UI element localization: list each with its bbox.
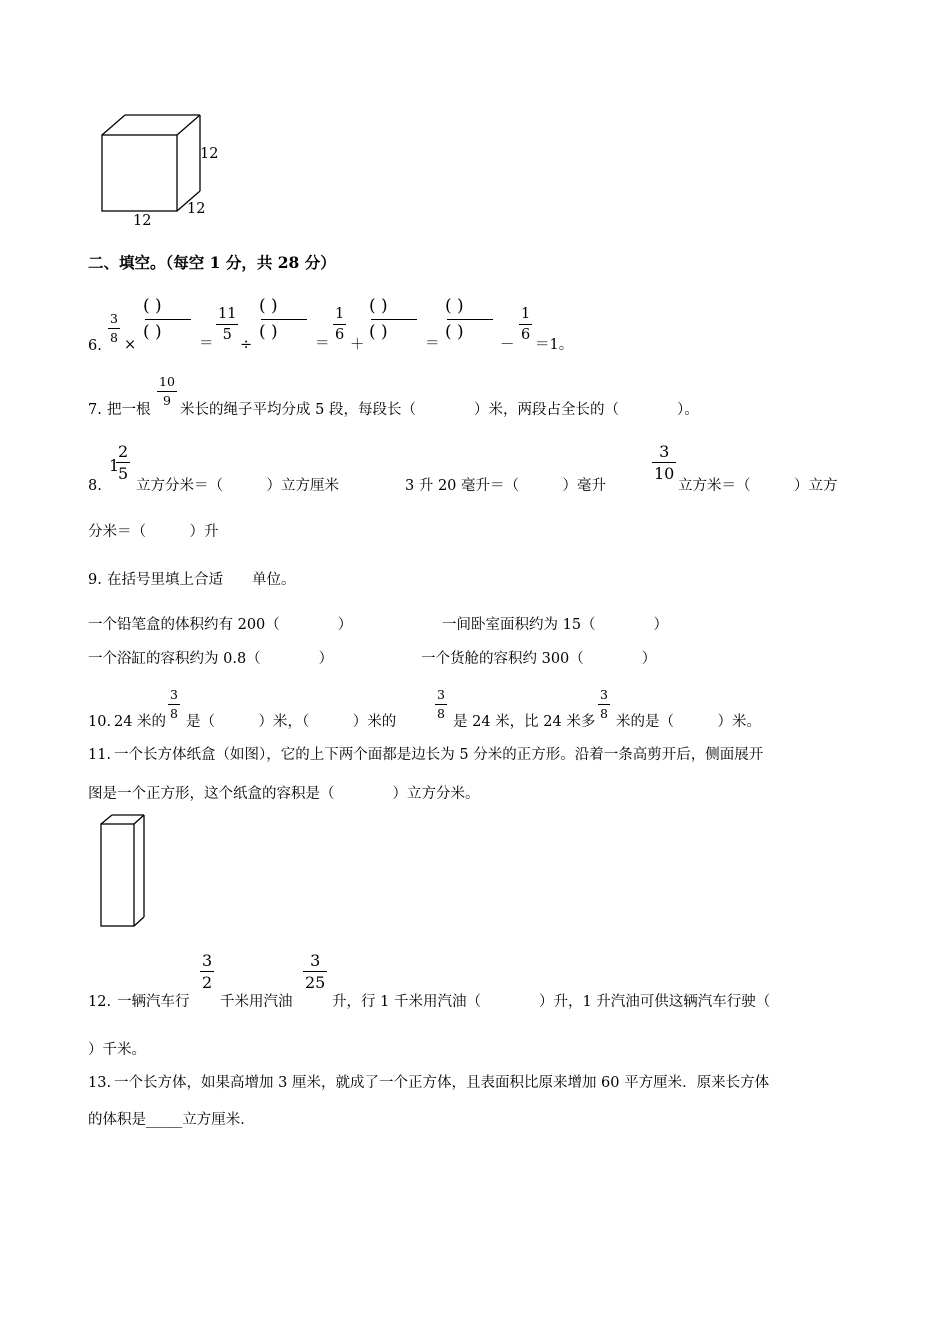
fraction-denominator: 6 bbox=[521, 326, 531, 343]
q11-line1: 一个长方体纸盒（如图），它的上下两个面都是边长为 5 分米的正方形。沿着一条高剪开后，侧面展开 bbox=[114, 747, 764, 763]
fraction-bar bbox=[261, 319, 307, 320]
q8-fraction-3-10 bbox=[652, 444, 676, 482]
fraction-denominator: 25 bbox=[305, 973, 326, 992]
fraction-numerator: 3 bbox=[435, 689, 447, 705]
fraction-numerator: 2 bbox=[118, 442, 129, 461]
q12-text-a: 一辆汽车行 bbox=[117, 994, 190, 1010]
blank-numerator: ( ) bbox=[445, 296, 464, 316]
q13-number: 13. bbox=[88, 1075, 112, 1091]
q8-text-b: 3 升 20 毫升＝（ ）毫升 bbox=[405, 478, 607, 494]
blank-numerator: ( ) bbox=[259, 296, 278, 316]
q6-fraction-1-6 bbox=[333, 307, 346, 342]
q6-times-sign: × bbox=[124, 337, 137, 353]
q8-text-a: 立方分米＝（ ）立方厘米 bbox=[136, 478, 339, 494]
fraction-denominator: 8 bbox=[170, 705, 178, 721]
q7-fraction-10-9 bbox=[157, 376, 177, 407]
q10-fraction-1 bbox=[168, 689, 180, 720]
q6-fraction-11-5 bbox=[216, 307, 238, 342]
q11-line2: 图是一个正方形，这个纸盒的容积是（ ）立方分米。 bbox=[88, 786, 480, 802]
fraction-denominator: 9 bbox=[162, 392, 171, 408]
q6-tail: ＝1。 bbox=[535, 337, 574, 353]
q10-text-b: 是（ ）米，（ ）米的 bbox=[186, 714, 397, 730]
blank-numerator: ( ) bbox=[369, 296, 388, 316]
fraction-denominator: 5 bbox=[222, 326, 232, 343]
q6-blank-fraction-2[interactable] bbox=[257, 298, 311, 344]
cube-label-height: 12 bbox=[200, 146, 219, 162]
q9-row1-a: 一个铅笔盒的体积约有 200（ ） bbox=[88, 617, 353, 633]
q7-text-b: 米长的绳子平均分成 5 段，每段长（ ）米，两段占全长的（ ）。 bbox=[180, 402, 699, 418]
fraction-numerator: 3 bbox=[652, 444, 676, 463]
fraction-numerator: 1 bbox=[333, 307, 346, 325]
cube-figure bbox=[95, 108, 235, 236]
q10-text-d: 米的是（ ）米。 bbox=[616, 714, 761, 730]
q6-fraction-1-6-b bbox=[519, 307, 532, 342]
q6-blank-fraction-4[interactable] bbox=[443, 298, 497, 344]
q9-number: 9. bbox=[88, 572, 102, 588]
q6-equals-3: ＝ bbox=[425, 336, 440, 352]
fraction-bar bbox=[371, 319, 417, 320]
blank-denominator: ( ) bbox=[259, 322, 278, 342]
q9-row2-a: 一个浴缸的容积约为 0.8（ ） bbox=[88, 651, 334, 667]
q10-fraction-3 bbox=[598, 689, 610, 720]
fraction-numerator: 11 bbox=[216, 307, 238, 325]
q10-fraction-2 bbox=[435, 689, 447, 720]
cube-label-depth: 12 bbox=[187, 201, 206, 217]
q13-line1: 一个长方体，如果高增加 3 厘米，就成了一个正方体，且表面积比原来增加 60 平方厘米．原来长方体 bbox=[114, 1075, 770, 1091]
section-heading: 二、填空。（每空 1 分，共 28 分） bbox=[88, 253, 336, 272]
fraction-numerator: 3 bbox=[168, 689, 180, 705]
fraction-numerator: 3 bbox=[202, 951, 213, 970]
q12-number: 12. bbox=[88, 994, 112, 1010]
fraction-numerator: 1 bbox=[519, 307, 532, 325]
fraction-denominator: 8 bbox=[110, 329, 118, 345]
fraction-numerator: 3 bbox=[108, 313, 120, 329]
q7-number: 7. bbox=[88, 402, 102, 418]
q12-fraction-3-2 bbox=[200, 953, 214, 991]
q6-blank-fraction-1[interactable] bbox=[141, 298, 195, 344]
q11-box-figure bbox=[95, 810, 151, 932]
q13-line2: 的体积是_____立方厘米． bbox=[88, 1112, 255, 1128]
q8-fraction-2-5 bbox=[116, 444, 130, 482]
q6-minus-sign: － bbox=[500, 337, 515, 353]
q10-text-c: 是 24 米，比 24 米多 bbox=[453, 714, 596, 730]
fraction-denominator: 10 bbox=[654, 464, 675, 483]
q12-text-b: 千米用汽油 bbox=[220, 994, 293, 1010]
q10-text-a: 24 米的 bbox=[114, 714, 167, 730]
q9-row1-b: 一间卧室面积约为 15（ ） bbox=[442, 617, 669, 633]
q8-number: 8. bbox=[88, 478, 102, 494]
blank-denominator: ( ) bbox=[143, 322, 162, 342]
q12-text-c: 升，行 1 千米用汽油（ ）升，1 升汽油可供这辆汽车行驶（ bbox=[332, 994, 771, 1010]
fraction-bar bbox=[447, 319, 493, 320]
q9-row2-b: 一个货舱的容积约 300（ ） bbox=[421, 651, 657, 667]
fraction-denominator: 2 bbox=[202, 973, 213, 992]
cube-label-width: 12 bbox=[133, 213, 152, 229]
q7-text-a: 把一根 bbox=[107, 402, 151, 418]
q6-number: 6. bbox=[88, 338, 102, 354]
fraction-denominator: 8 bbox=[437, 705, 445, 721]
blank-denominator: ( ) bbox=[369, 322, 388, 342]
q8-text-c: 立方米＝（ ）立方 bbox=[678, 478, 838, 494]
q8-mixed-whole: 1 bbox=[109, 456, 120, 475]
q6-fraction-3-8 bbox=[108, 313, 120, 344]
q8-line2: 分米＝（ ）升 bbox=[88, 524, 219, 540]
q6-equals-1: ＝ bbox=[199, 336, 214, 352]
q6-blank-fraction-3[interactable] bbox=[367, 298, 421, 344]
q12-line2: ）千米。 bbox=[88, 1042, 146, 1058]
q11-number: 11. bbox=[88, 747, 112, 763]
fraction-bar bbox=[145, 319, 191, 320]
blank-denominator: ( ) bbox=[445, 322, 464, 342]
fraction-denominator: 8 bbox=[600, 705, 608, 721]
blank-numerator: ( ) bbox=[143, 296, 162, 316]
fraction-numerator: 3 bbox=[303, 953, 327, 972]
q6-divide-sign: ÷ bbox=[240, 337, 253, 353]
fraction-denominator: 5 bbox=[118, 464, 129, 483]
q6-equals-2: ＝ bbox=[315, 336, 330, 352]
fraction-denominator: 6 bbox=[335, 326, 345, 343]
fraction-numerator: 10 bbox=[157, 376, 177, 392]
q9-text: 在括号里填上合适 单位。 bbox=[107, 572, 296, 588]
q6-plus-sign: ＋ bbox=[350, 337, 365, 353]
q10-number: 10. bbox=[88, 714, 112, 730]
fraction-numerator: 3 bbox=[598, 689, 610, 705]
q12-fraction-3-25 bbox=[303, 953, 327, 991]
